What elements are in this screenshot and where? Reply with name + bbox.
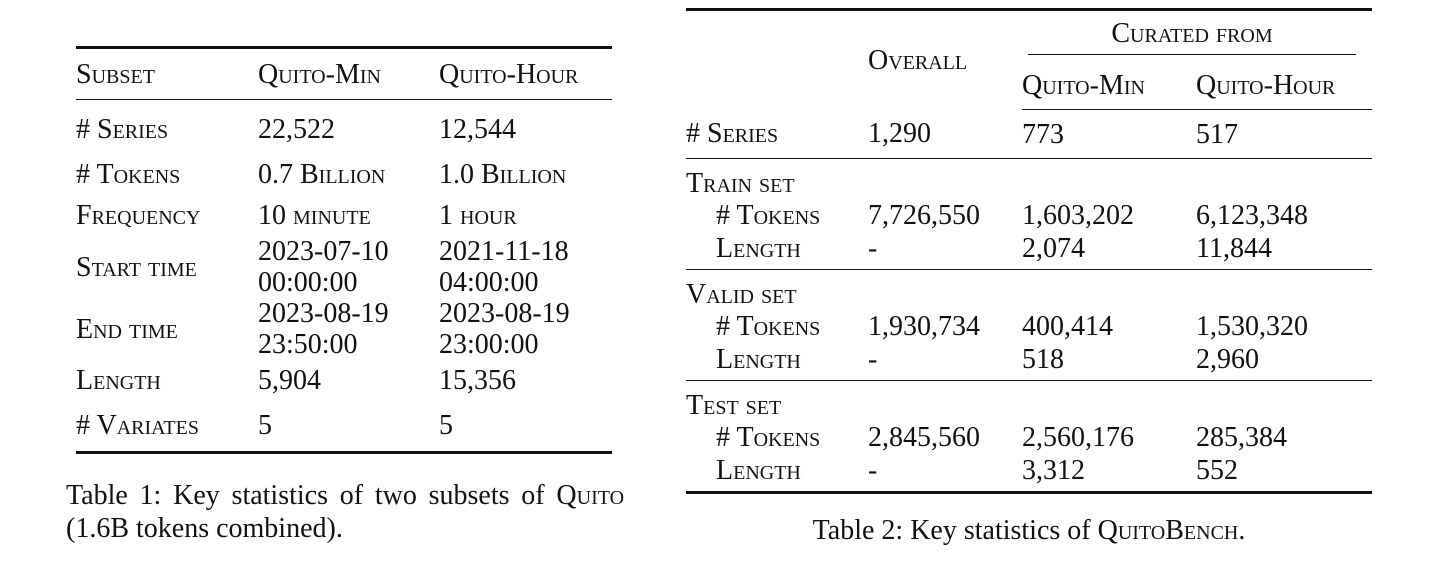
- table-2: [686, 8, 1372, 494]
- table-2-header-curated-from: [1022, 10, 1372, 62]
- table-1-grid: [76, 46, 612, 454]
- table-1-caption-mid: Key statistics of two subsets of: [173, 480, 545, 511]
- table-row: [76, 401, 612, 453]
- table-1-row-label: Frequency: [76, 200, 201, 231]
- table-2-cell: 1,530,320: [1196, 310, 1308, 342]
- table-2-cell: 11,844: [1196, 231, 1372, 270]
- table-1-cell: [439, 236, 612, 298]
- table-2-header-empty: [686, 10, 868, 110]
- table-2-header-quito-min: Quito-Min: [1022, 61, 1196, 110]
- table-row: [686, 421, 1372, 453]
- table-1-cell: [439, 298, 612, 360]
- table-row: [76, 195, 612, 236]
- table-row: [76, 360, 612, 401]
- table-2-row-label: # Series: [686, 110, 868, 159]
- table-2-cell: -: [868, 342, 1022, 381]
- table-1-header-row: [76, 48, 612, 100]
- table-1-row-label: # Tokens: [76, 159, 181, 190]
- table-1-cell: 12,544: [439, 113, 516, 145]
- table-1-cell-line: 04:00:00: [439, 267, 539, 298]
- table-1-row-label: # Variates: [76, 409, 199, 441]
- table-1-row-label: Start time: [76, 251, 197, 283]
- table-2-caption: [686, 514, 1372, 547]
- table-2-group-row: [686, 381, 1372, 422]
- table-row: [76, 236, 612, 298]
- table-1-row-label: End time: [76, 313, 178, 345]
- table-1-cell-line: 23:00:00: [439, 329, 539, 360]
- table-2-row-label: # Tokens: [716, 421, 821, 453]
- table-row: [76, 154, 612, 195]
- table-2-caption-name: QuitoBench: [1097, 515, 1239, 546]
- table-2-caption-suffix: .: [1238, 515, 1246, 546]
- table-row: [686, 453, 1372, 493]
- table-2-cell: 1,930,734: [868, 310, 980, 342]
- table-1-header-quito-min: Quito-Min: [258, 58, 381, 90]
- table-2-cell: 2,560,176: [1022, 421, 1134, 453]
- table-2-group-row: [686, 159, 1372, 200]
- table-2-cell: 2,960: [1196, 342, 1372, 381]
- table-1-cell: 22,522: [258, 113, 335, 145]
- table-1-cell-line: 23:50:00: [258, 329, 358, 360]
- table-1-caption-name: Quito: [556, 480, 625, 511]
- table-row: [686, 199, 1372, 231]
- table-2-cell: 3,312: [1022, 454, 1085, 486]
- table-1-caption: [66, 479, 624, 545]
- table-2-group-row: [686, 270, 1372, 311]
- table-2-group-label: Train set: [686, 167, 795, 199]
- table-2-cell: 773: [1022, 110, 1196, 159]
- table-2-row-label: Length: [686, 342, 868, 381]
- table-1-header-quito-hour: Quito-Hour: [439, 58, 579, 90]
- table-2-cell: 2,845,560: [868, 421, 980, 453]
- table-1-caption-suffix: (1.6B tokens combined).: [66, 513, 343, 544]
- table-1-cell: 5: [439, 409, 453, 441]
- table-2-cell: 285,384: [1196, 421, 1287, 453]
- table-2-header-overall: Overall: [868, 44, 968, 76]
- table-1-cell: 1 hour: [439, 200, 517, 231]
- table-2-cell: 6,123,348: [1196, 199, 1308, 231]
- table-1-cell: [258, 236, 439, 298]
- table-1-cell: 0.7 Billion: [258, 159, 386, 190]
- table-2-cell: 2,074: [1022, 231, 1196, 270]
- table-1-cell: 5,904: [258, 365, 321, 396]
- table-1-cell: [258, 298, 439, 360]
- table-2-grid: [686, 8, 1372, 494]
- table-2-caption-prefix: Table 2: Key statistics of: [812, 515, 1091, 546]
- table-row: [686, 342, 1372, 381]
- table-2-row-label: Length: [716, 454, 801, 486]
- table-1-cell-line: 2023-08-19: [258, 298, 389, 329]
- table-1-cell: 5: [258, 409, 272, 441]
- table-1-cell-line: 00:00:00: [258, 267, 358, 298]
- table-2-header-row: [686, 10, 1372, 62]
- table-2-group-label: Test set: [686, 389, 782, 421]
- table-1: [76, 46, 612, 454]
- table-1-cell: 15,356: [439, 365, 516, 396]
- table-1-cell-line: 2023-07-10: [258, 236, 389, 267]
- table-2-header-curated-from-label: Curated from: [1028, 18, 1356, 55]
- table-2-row-label: Length: [686, 231, 868, 270]
- table-1-caption-prefix: Table 1:: [66, 480, 162, 511]
- table-2-cell: -: [868, 454, 878, 486]
- table-2-cell: -: [868, 231, 1022, 270]
- table-row: [686, 310, 1372, 342]
- table-2-cell: 7,726,550: [868, 199, 980, 231]
- table-row: [686, 110, 1372, 159]
- table-1-header-subset: Subset: [76, 58, 155, 90]
- table-2-cell: 517: [1196, 110, 1372, 159]
- table-2-cell: 1,603,202: [1022, 199, 1134, 231]
- table-1-cell: 1.0 Billion: [439, 159, 567, 190]
- table-2-row-label: # Tokens: [716, 199, 821, 231]
- table-2-cell: 400,414: [1022, 310, 1113, 342]
- table-2-group-label: Valid set: [686, 278, 797, 310]
- table-2-header-quito-hour: Quito-Hour: [1196, 61, 1372, 110]
- table-2-cell: 1,290: [868, 110, 1022, 159]
- table-1-row-label: # Series: [76, 113, 169, 145]
- table-2-cell: 552: [1196, 454, 1238, 486]
- table-1-cell-line: 2021-11-18: [439, 236, 569, 267]
- table-row: [76, 100, 612, 155]
- table-1-cell: 10 minute: [258, 200, 371, 231]
- table-1-row-label: Length: [76, 365, 161, 396]
- table-row: [686, 231, 1372, 270]
- table-row: [76, 298, 612, 360]
- table-1-cell-line: 2023-08-19: [439, 298, 570, 329]
- table-2-row-label: # Tokens: [716, 310, 821, 342]
- table-2-cell: 518: [1022, 342, 1196, 381]
